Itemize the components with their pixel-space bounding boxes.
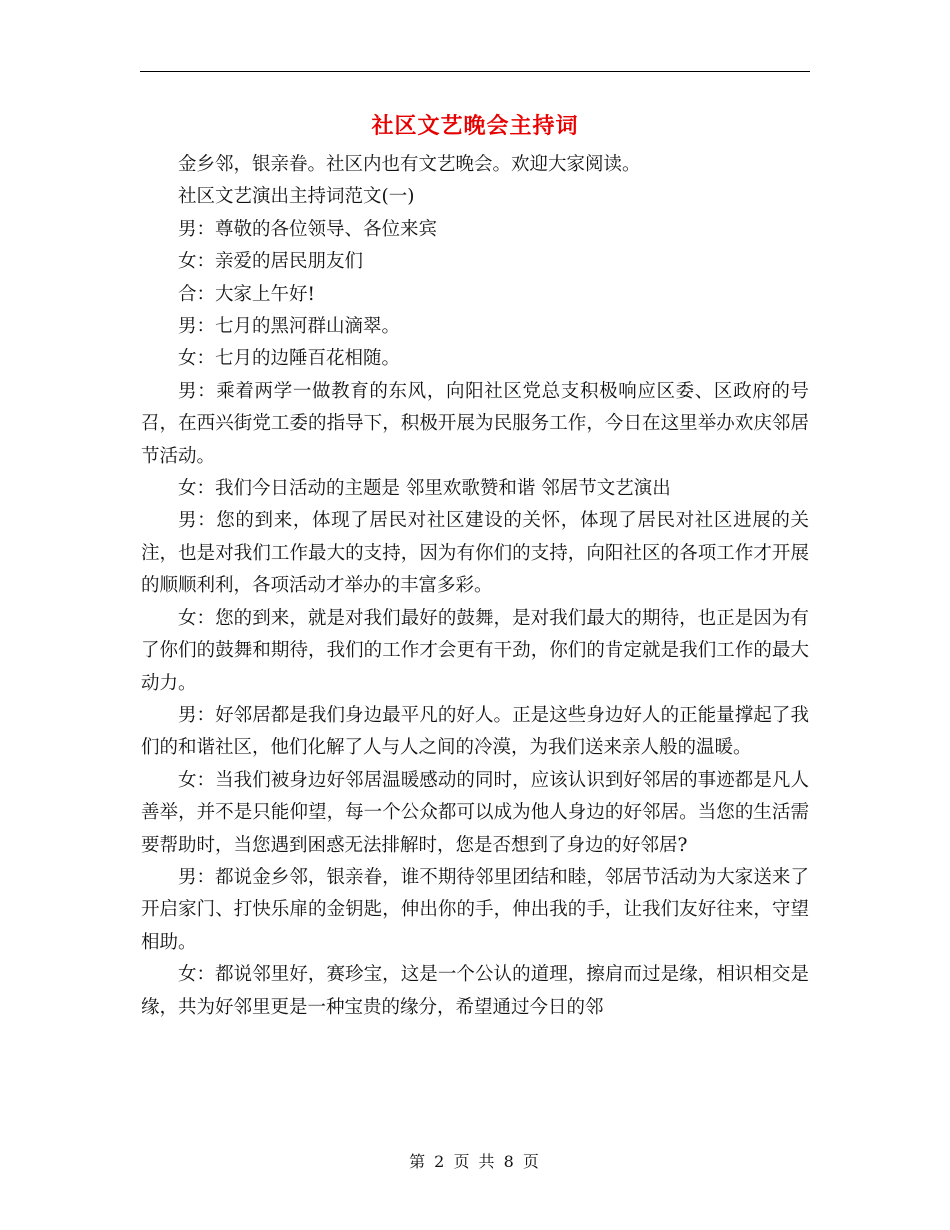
- document-title: 社区文艺晚会主持词: [371, 113, 579, 139]
- paragraph: 女：您的到来，就是对我们最好的鼓舞，是对我们最大的期待，也正是因为有了你们的鼓舞和期待，我们的工作才会更有干劲，你们的肯定就是我们工作的最大动力。: [141, 607, 809, 694]
- page-footer: 第 2 页 共 8 页: [409, 1152, 541, 1171]
- paragraph: 女：亲爱的居民朋友们: [178, 251, 364, 273]
- paragraph: 男：您的到来，体现了居民对社区建设的关怀，体现了居民对社区进展的关注，也是对我们工作最大的支持，因为有你们的支持，向阳社区的各项工作才开展的顺顺利利，各项活动才举办的丰富多彩。: [141, 510, 809, 597]
- paragraph: 女：都说邻里好，赛珍宝，这是一个公认的道理，擦肩而过是缘，相识相交是缘，共为好邻里更是一种宝贵的缘分，希望通过今日的邻: [141, 964, 809, 1018]
- paragraph: 社区文艺演出主持词范文(一): [178, 186, 415, 208]
- paragraph: 男：乘着两学一做教育的东风，向阳社区党总支积极响应区委、区政府的号召，在西兴街党工委的指导下，积极开展为民服务工作，今日在这里举办欢庆邻居节活动。: [141, 380, 809, 467]
- paragraph: 合：大家上午好!: [178, 283, 315, 305]
- paragraph: 女：七月的边陲百花相随。: [178, 348, 401, 370]
- paragraph: 男：都说金乡邻，银亲眷，谁不期待邻里团结和睦，邻居节活动为大家送来了开启家门、打快乐扉的金钥匙，伸出你的手，伸出我的手，让我们友好往来，守望相助。: [141, 866, 809, 953]
- document-body: [141, 149, 809, 1024]
- paragraph: 金乡邻，银亲眷。社区内也有文艺晚会。欢迎大家阅读。: [178, 154, 641, 175]
- paragraph: 男：七月的黑河群山滴翠。: [178, 316, 401, 338]
- header-rule: [140, 71, 810, 72]
- paragraph: 女：当我们被身边好邻居温暖感动的同时，应该认识到好邻居的事迹都是凡人善举，并不是只能仰望，每一个公众都可以成为他人身边的好邻居。当您的生活需要帮助时，当您遇到困惑无法排解时，您是否想到了身边的好邻居?: [141, 769, 809, 856]
- paragraph: 男：好邻居都是我们身边最平凡的好人。正是这些身边好人的正能量撑起了我们的和谐社区，他们化解了人与人之间的冷漠，为我们送来亲人般的温暖。: [141, 704, 809, 759]
- paragraph: 男：尊敬的各位领导、各位来宾: [178, 218, 438, 240]
- paragraph: 女：我们今日活动的主题是 邻里欢歌赞和谐 邻居节文艺演出: [178, 478, 671, 500]
